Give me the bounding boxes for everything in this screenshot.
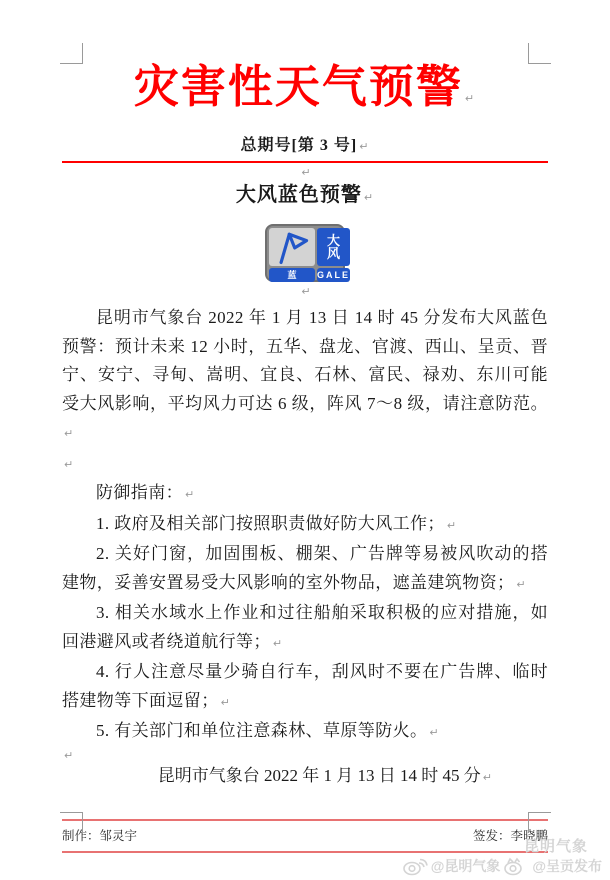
warning-sign-container bbox=[62, 224, 548, 282]
paragraph-return-mark: ↵ bbox=[429, 726, 440, 739]
paragraph-return-mark: ↵ bbox=[301, 166, 311, 179]
guide-item-5 bbox=[62, 717, 548, 748]
paragraph-return-mark: ↵ bbox=[220, 695, 231, 709]
guide-item-1 bbox=[62, 510, 548, 541]
gale-blue-warning-sign bbox=[265, 224, 351, 282]
guide-item-4-text: 4. 行人注意尽量少骑自行车，刮风时不要在广告牌、临时搭建物等下面逗留； bbox=[62, 662, 548, 710]
guide-item-4 bbox=[62, 658, 548, 717]
warning-intro-paragraph bbox=[62, 304, 548, 449]
paragraph-return-mark: ↵ bbox=[64, 748, 74, 762]
gale-char-bottom: 风 bbox=[327, 246, 341, 261]
guide-item-1-text: 1. 政府及相关部门按照职责做好防大风工作； bbox=[96, 513, 445, 533]
weibo-logo-icon bbox=[503, 856, 529, 876]
issue-number-text: 总期号[第 3 号] bbox=[240, 137, 358, 154]
warning-level-badge: 蓝 bbox=[269, 268, 315, 282]
paragraph-return-mark: ↵ bbox=[64, 457, 74, 471]
watermark-account-2: @呈贡发布 bbox=[532, 858, 602, 874]
flag-panel bbox=[269, 228, 315, 266]
guide-item-2-text: 2. 关好门窗，加固围板、棚架、广告牌等易被风吹动的搭建物，妥善安置易受大风影响的室外物品，遮盖建筑物资； bbox=[62, 544, 548, 592]
wind-flag-icon bbox=[272, 228, 312, 266]
gale-chinese-label bbox=[317, 228, 350, 266]
empty-paragraph bbox=[62, 165, 548, 180]
document-title bbox=[62, 0, 548, 126]
gale-char-top: 大 bbox=[327, 232, 341, 248]
warning-subtitle-text: 大风蓝色预警 bbox=[235, 184, 362, 206]
warning-intro-text: 昆明市气象台 2022 年 1 月 13 日 14 时 45 分发布大风蓝色预警：预计未来 12 小时，五华、盘龙、官渡、西山、呈贡、晋宁、安宁、寻甸、嵩明、宜良、石林、富民、禄劝、东川可能受大风影响，平均风力可达 6 级，阵风 7～8 级，请注意防范。 bbox=[62, 308, 548, 413]
text-boundary-mark-bottom-right bbox=[528, 812, 551, 833]
paragraph-return-mark: ↵ bbox=[301, 285, 311, 298]
gale-english-label: GALE bbox=[317, 270, 351, 280]
guide-item-3-text: 3. 相关水域水上作业和过往船舶采取积极的应对措施，如回港避风或者绕道航行等； bbox=[62, 603, 548, 651]
paragraph-return-mark: ↵ bbox=[363, 191, 375, 204]
paragraph-return-mark: ↵ bbox=[185, 488, 195, 501]
warning-subtitle bbox=[62, 182, 548, 211]
guide-item-5-text: 5. 有关部门和单位注意森林、草原等防火。 bbox=[96, 721, 428, 740]
watermark-account-1: @昆明气象 bbox=[430, 858, 501, 874]
empty-paragraph bbox=[62, 748, 548, 762]
issuing-office-signature bbox=[62, 762, 548, 793]
watermark-accounts bbox=[402, 856, 602, 876]
paragraph-return-mark: ↵ bbox=[482, 770, 492, 784]
paragraph-return-mark: ↵ bbox=[359, 140, 370, 153]
producer-credit: 制作：邹灵宇 bbox=[62, 829, 138, 843]
paragraph-return-mark: ↵ bbox=[272, 636, 283, 650]
watermark-brand: 昆明气象 bbox=[523, 838, 588, 855]
paragraph-return-mark: ↵ bbox=[64, 427, 74, 440]
weibo-logo-icon bbox=[402, 856, 428, 876]
paragraph-return-mark: ↵ bbox=[516, 577, 527, 591]
guide-item-3 bbox=[62, 599, 548, 658]
empty-paragraph bbox=[62, 284, 548, 299]
guide-title-text: 防御指南： bbox=[96, 483, 183, 502]
issue-number bbox=[62, 137, 548, 156]
document-title-text: 灾害性天气预警 bbox=[133, 61, 463, 112]
guide-title bbox=[62, 479, 548, 510]
text-boundary-mark-top-right bbox=[528, 43, 551, 64]
empty-paragraph bbox=[62, 449, 548, 480]
issuer-credit: 签发：李晓鹏 bbox=[472, 829, 548, 843]
header-divider-line bbox=[62, 161, 548, 163]
paragraph-return-mark: ↵ bbox=[464, 92, 477, 105]
weibo-watermark bbox=[402, 838, 602, 876]
guide-item-2 bbox=[62, 540, 548, 599]
text-boundary-mark-bottom-left bbox=[60, 812, 83, 833]
paragraph-return-mark: ↵ bbox=[446, 518, 457, 532]
body-text-block bbox=[62, 304, 548, 792]
text-boundary-mark-top-left bbox=[60, 43, 83, 64]
issuing-office-signature-text: 昆明市气象台 2022 年 1 月 13 日 14 时 45 分 bbox=[157, 765, 481, 785]
